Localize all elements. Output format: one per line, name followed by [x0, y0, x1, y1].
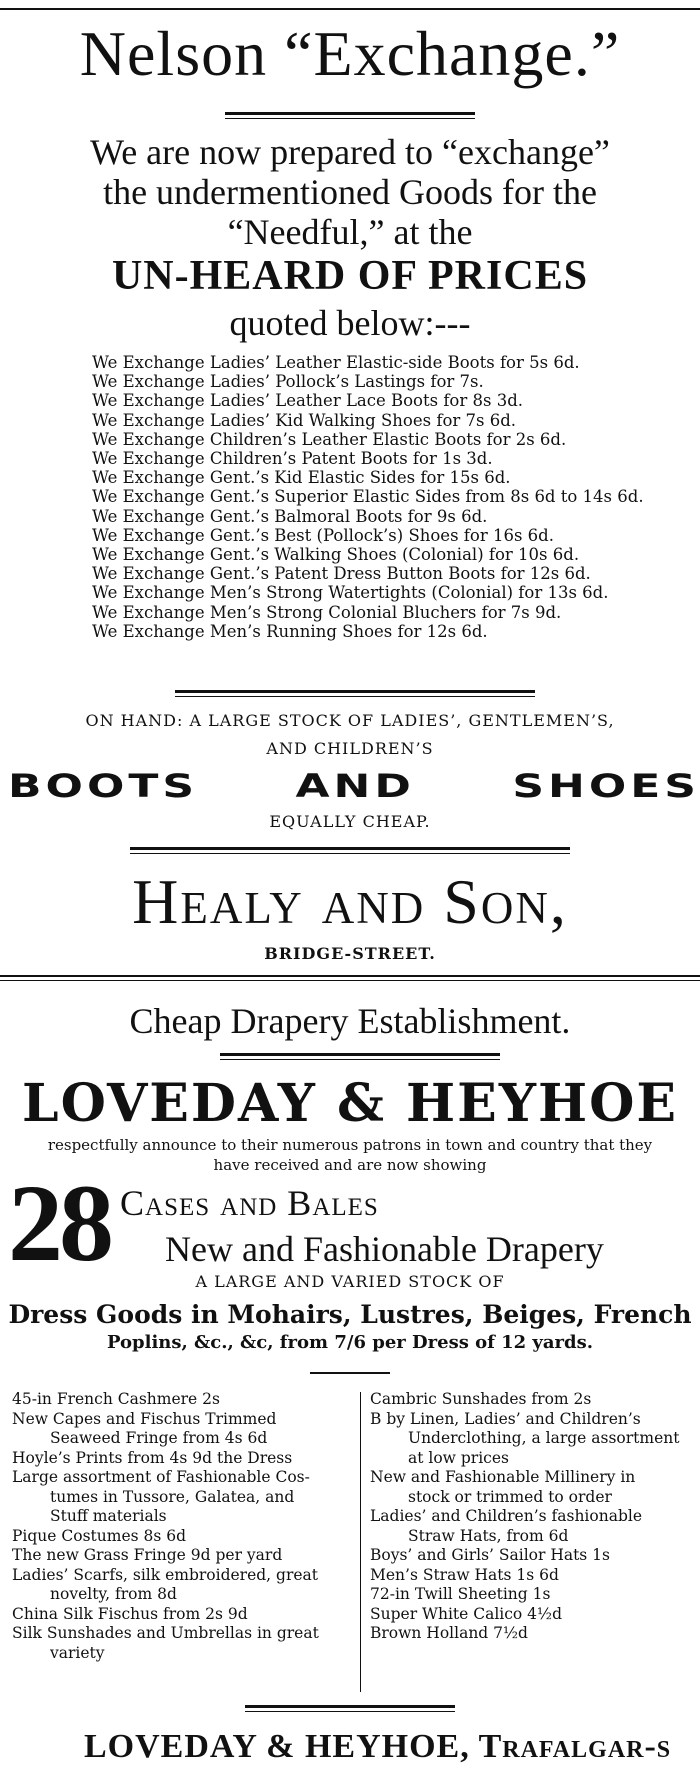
list-item: Ladies’ and Children’s fashionable Straw Hats, from 6d	[370, 1507, 642, 1545]
list-item: New and Fashionable Millinery in stock or trimmed to order	[370, 1468, 636, 1506]
list-item: We Exchange Gent.’s Kid Elastic Sides for 15s 6d.	[92, 468, 511, 488]
list-item: We Exchange Children’s Leather Elastic Boots for 2s 6d.	[92, 429, 567, 449]
section-rule	[130, 847, 570, 850]
dress-goods-line: Dress Goods in Mohairs, Lustres, Beiges, French	[8, 1300, 692, 1329]
list-item: China Silk Fischus from 2s 9d	[12, 1604, 248, 1623]
boots-word: BOOTS	[8, 768, 199, 805]
list-item: Boys’ and Girls’ Sailor Hats 1s	[370, 1546, 611, 1564]
nelson-exchange-title: Nelson “Exchange.”	[79, 18, 621, 89]
intro-line-2: the undermentioned Goods for the	[103, 172, 597, 212]
list-item: We Exchange Men’s Strong Watertights (Colonial) for 13s 6d.	[92, 583, 609, 603]
list-item: We Exchange Ladies’ Leather Lace Boots for 8s 3d.	[92, 391, 524, 411]
column-divider	[360, 1392, 361, 1692]
section-rule	[175, 690, 535, 693]
boots-and-shoes-banner	[8, 768, 700, 805]
bridge-street: BRIDGE-STREET.	[264, 944, 436, 963]
list-item: We Exchange Gent.’s Patent Dress Button Boots for 12s 6d.	[92, 564, 591, 584]
intro-text	[0, 132, 700, 252]
list-item: We Exchange Ladies’ Kid Walking Shoes for 7s 6d.	[92, 410, 517, 430]
list-item: We Exchange Gent.’s Best (Pollock’s) Shoes for 16s 6d.	[92, 525, 554, 545]
list-item: We Exchange Men’s Strong Colonial Bluchers for 7s 9d.	[92, 602, 562, 622]
childrens-line: AND CHILDREN’S	[266, 739, 434, 758]
title-underline	[225, 112, 475, 115]
section-rule-thin	[130, 853, 570, 854]
intro-line-1: We are now prepared to “exchange”	[90, 132, 610, 172]
list-item: We Exchange Gent.’s Superior Elastic Sides from 8s 6d to 14s 6d.	[92, 487, 644, 507]
list-item: Hoyle’s Prints from 4s 9d the Dress	[12, 1448, 293, 1467]
new-fashionable-drapery: New and Fashionable Drapery	[165, 1229, 604, 1269]
quoted-below-subheadline: quoted below:---	[229, 303, 471, 343]
section-rule-thin	[175, 696, 535, 697]
advert-separator	[0, 975, 700, 977]
and-word: AND	[295, 768, 415, 805]
list-item: B by Linen, Ladies’ and Children’s Underclothing, a large assortment at low prices	[370, 1409, 680, 1467]
list-item: We Exchange Gent.’s Walking Shoes (Colonial) for 10s 6d.	[92, 545, 580, 565]
list-item: Pique Costumes 8s 6d	[12, 1526, 187, 1545]
section-rule-thin	[220, 1059, 500, 1060]
section-rule	[220, 1053, 500, 1056]
loveday-heyhoe-footer: LOVEDAY & HEYHOE, Trafalgar-s	[84, 1728, 672, 1765]
cases-and-bales: Cases and Bales	[120, 1183, 379, 1223]
list-item: Men’s Straw Hats 1s 6d	[370, 1565, 559, 1584]
list-item: Ladies’ Scarfs, silk embroidered, great novelty, from 8d	[12, 1565, 318, 1603]
list-item: We Exchange Ladies’ Leather Elastic-side Boots for 5s 6d.	[92, 353, 580, 372]
list-item: 45-in French Cashmere 2s	[12, 1390, 220, 1408]
title-underline-thin	[225, 118, 475, 119]
poplins-line: Poplins, &c., &c, from 7/6 per Dress of 12 yards.	[106, 1332, 594, 1353]
top-rule	[0, 8, 700, 10]
list-item: New Capes and Fischus Trimmed Seaweed Fringe from 4s 6d	[12, 1409, 277, 1447]
loveday-heyhoe-title: LOVEDAY & HEYHOE	[22, 1073, 678, 1134]
unheard-prices-headline: UN-HEARD OF PRICES	[111, 253, 589, 299]
on-hand-line: ON HAND: A LARGE STOCK OF LADIES’, GENTLEMEN’S,	[85, 711, 615, 730]
list-item: We Exchange Ladies’ Pollock’s Lastings for 7s.	[92, 372, 484, 392]
short-rule	[310, 1372, 390, 1374]
exchange-price-list	[92, 353, 692, 641]
section-rule	[245, 1705, 455, 1708]
list-item: Cambric Sunshades from 2s	[370, 1390, 592, 1408]
equally-cheap: EQUALLY CHEAP.	[269, 812, 431, 831]
intro-line-3: “Needful,” at the	[227, 212, 473, 252]
number-28: 28	[8, 1162, 110, 1284]
list-item: Brown Holland 7½d	[370, 1624, 528, 1642]
advert-separator-thin	[0, 980, 700, 981]
list-item: We Exchange Children’s Patent Boots for 1s 3d.	[92, 449, 493, 469]
list-item: Large assortment of Fashionable Cos- tumes in Tussore, Galatea, and Stuff materials	[12, 1468, 310, 1525]
list-item: Silk Sunshades and Umbrellas in great variety	[12, 1624, 319, 1662]
section-rule-thin	[245, 1711, 455, 1712]
list-item: We Exchange Men’s Running Shoes for 12s 6d.	[92, 621, 488, 641]
list-item: Super White Calico 4½d	[370, 1604, 562, 1623]
announcement-line-2: have received and are now showing	[213, 1156, 487, 1174]
healy-and-son-title: Healy and Son,	[132, 866, 568, 937]
large-varied-stock: A LARGE AND VARIED STOCK OF	[195, 1272, 505, 1291]
announcement-line-1: respectfully announce to their numerous patrons in town and country that they	[47, 1136, 653, 1154]
list-item: We Exchange Gent.’s Balmoral Boots for 9s 6d.	[92, 506, 488, 526]
shoes-word: SHOES	[512, 768, 700, 805]
right-items-column	[370, 1390, 700, 1644]
list-item: The new Grass Fringe 9d per yard	[12, 1546, 283, 1564]
left-items-column	[12, 1390, 350, 1663]
list-item: 72-in Twill Sheeting 1s	[370, 1585, 551, 1603]
cheap-drapery-heading: Cheap Drapery Establishment.	[129, 1001, 571, 1041]
